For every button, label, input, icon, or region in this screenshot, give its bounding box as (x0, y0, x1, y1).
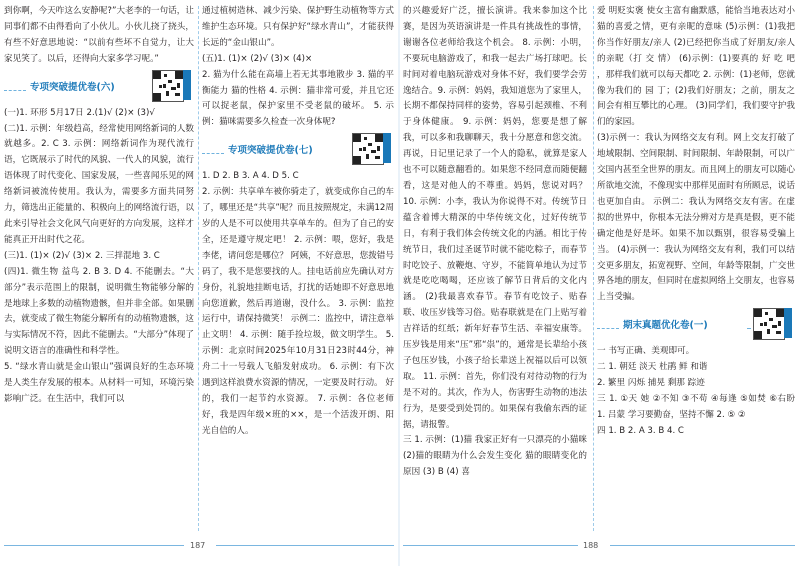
section-header (202, 133, 394, 167)
answer-paragraph: 通过植树造林、减少污染、保护野生动植物等方式维护生态环境。只有保护好“绿水青山”，才能获得长远的“金山银山”。 (202, 6, 394, 48)
footer-rule (403, 545, 578, 546)
section-header (4, 70, 194, 104)
qr-code-icon (152, 70, 184, 102)
section-dash (202, 153, 224, 154)
page-number-left: 187 (190, 541, 206, 550)
answer-paragraph: 2. 繁里 闪烁 捕晃 剩那 踪迹 (597, 378, 705, 389)
footer-rule (4, 545, 184, 546)
section-dash (747, 328, 751, 329)
answer-paragraph: 一 书写正确、美观即可。 (597, 346, 695, 357)
section-title: 期末真题优化卷(一) (623, 320, 708, 332)
answer-paragraph: 四 1. B 2. A 3. B 4. C (597, 425, 684, 436)
answer-paragraph: 三 1. 示例：(1)猫 我家正好有一只漂亮的小猫咪 (2)猫的眼睛为什么会发生变化 猫的眼睛变化的原因 (3) B (4) 喜 (403, 435, 587, 478)
answer-paragraph: 爱 明贬实褒 使女主富有幽默感，能恰当地表达对小猫的喜爱之情，更有亲昵的意味 (5)示例：(1)我把你当作好朋友/亲人 (2)已经把你当成了好朋友/亲人的亲昵（打 交 情） (6)示例：(1)要真的 好 吃 吧 ，那样我们就可以每天都吃 2. 示例：(1)老师，您就像为我们的 园 丁；(2)我们好朋友；之前，朋友之间会有相互攀比的心理。 (3)同学们，我们要守护我们的家园。 (597, 6, 795, 128)
qr-tag-icon (383, 133, 391, 163)
footer-rule (610, 545, 795, 546)
answer-paragraph: 三 1. ①天 她 ②不知 ③不苟 ④每逢 ⑤如焚 ⑥右盼 1. 吕蒙 学习要勤奋，坚持不懈 2. ⑤ ② (597, 393, 795, 420)
column-4 (597, 4, 795, 530)
column-2 (202, 4, 394, 530)
answer-paragraph: 2. 猫为什么能在高墙上若无其事地散步 3. 猫的平衡能力 猫的性格 4. 示例：猫非常可爱，并且它还可以捉老鼠，保护家里不受老鼠的破坏。 5. 示例：猫咪需要多久检查一次身体呢? (202, 69, 394, 128)
section-title: 专项突破提优卷(七) (228, 145, 313, 157)
answer-paragraph: (一)1. 环形 5月17日 2.(1)√ (2)× (3)√ (4, 107, 155, 118)
page-gutter (398, 0, 400, 566)
qr-code-icon (753, 308, 785, 340)
column-3 (403, 4, 587, 530)
column-divider (593, 6, 594, 531)
answer-paragraph: 的兴趣爱好广泛，擅长演讲。我来参加这个比赛，是因为英语演讲是一件具有挑战性的事情，谢谢各位老师给我这个机会。 8. 示例：小明，不要玩电脑游戏了，和我一起去广场打球吧。长时间对着电脑玩游戏对身体不好，我们要学会劳逸结合。9. 示例：妈妈，我知道您为了家里人，长期不都保持同样的姿势，容易引起颈椎、不利于身体健康。 9. 示例：妈妈，您要是想了解我，可以多和我聊聊天，我十分愿意和您交流。再说，日记里记录了一个人的隐私，就算是家人也不可以随意翻看的。如果您不经同意而随便翻看，这是对他人的不尊重。妈妈，您说对吗？ 10. 示例：小李，我认为你说得不对。传统节日蕴含着博大精深的中华传统文化，过好传统节日，有利于我们体会传统文化的内涵。相比于传统节日，我们过圣诞节时就不能吃粽子，而春节时吃饺子、放鞭炮、守岁，不能简单地认为过节就是吃吃喝喝，还应该了解节日背后的文化内涵。 (2)我最喜欢春节。春节有吃饺子、贴春联、收压岁钱等习俗。贴春联就是在门上贴写着吉祥话的红纸；新年好春节生活、幸福安康等。压岁钱是用来“压”邪“祟”的，通常是长辈给小孩子包压岁钱，小孩子给长辈送上祝福以后可以领取。 11. 示例：首先，你们没有对待动物的行为是不对的。其次，作为人，伤害野生动物的违法行为，是要受到处罚的。如果保有我偷东西的证据，请报警。 (403, 6, 587, 430)
answer-paragraph: (3)示例一：我认为网络交友有利。网上交友打破了地域限制、空间限制、时间限制、年龄限制，可以广交国内甚至全世界的朋友。而且网上的朋友可以随心所欲地交流，不像现实中那样见面时有所顾忌，说话也更加自由。 示例二：我认为网络交友有害。在虚拟的世界中，你根本无法分辨对方是真是假，更不能确定他是好是坏。如果不加以甄别，很容易受骗上当。 (4)示例一：我认为网络交友有利，我们可以结交更多朋友，拓宽视野、空间，年龄等限制，广交世界各地的朋友，但同时在虚拟网络上交朋友，也容易上当受骗。 (597, 133, 795, 303)
answer-paragraph: 到你啊，今天咋这么安静呢?”大老李的一句话，让同事们都不由得看向了小伙儿。小伙儿挠了挠头，有些不好意思地说：“以前有些坏不自觉力，让大家见笑了。以后，还得向大家多学习呢。” (4, 6, 194, 64)
answer-paragraph: (三)1. (1)× (2)√ (3)× 2. 三拌混地 3. C (4, 250, 160, 261)
answer-paragraph: 5. “绿水青山就是金山银山”强调良好的生态环境是人类生存发展的根本。从材料一可知，环境污染影响广泛。在生活中，我们可以 (4, 362, 194, 404)
section-dash (4, 90, 26, 91)
page-number-right: 188 (583, 541, 599, 550)
section-title: 专项突破提优卷(六) (30, 81, 115, 93)
answer-paragraph: 二 1. 朝廷 淡天 杜鹃 鲜 和谐 (597, 362, 708, 373)
footer-rule (216, 545, 394, 546)
qr-tag-icon (183, 70, 191, 100)
answer-paragraph: (二)1. 示例：年级趋高，经常使用网络新词的人数就越多。2. C 3. 示例：网络新词作为现代流行语，它既展示了时代的风貌、一代人的风貌，流行语体现了时代变化、国家发展，一些喜闻乐见的网络新词被流传使用。我认为，需要多方面共同努力，筛选出正能量的、积极向上的网络流行语，以此来引导社会文化风气向更好的方向发展，这样才能真正开出时代之花。 (4, 123, 194, 245)
column-divider (198, 6, 199, 531)
answer-paragraph: (四)1. 微生物 益鸟 2. B 3. D 4. 不能删去。“大部分”表示范围上的限制，说明微生物能够分解的是地球上多数的动植物遗骸，但并非全部。如果删去，就变成了微生物能分解所有的动植物遗骸，这与实际情况不符，因此不能删去。“大部分”体现了说明文语言的准确性和科学性。 (4, 266, 194, 357)
column-1 (4, 4, 194, 530)
section-header (597, 308, 795, 342)
section-dash (597, 328, 619, 329)
answer-paragraph: 1. D 2. B 3. A 4. D 5. C (202, 171, 299, 182)
qr-code-icon (352, 133, 384, 165)
answer-paragraph: 2. 示例：共享单车被你骑走了，就变成你自己的车了，哪里还是“共享”呢？而且按照规定，未满12周岁的人是不可以使用共享单车的。但为了自己的安全，还是遵守规定吧！ 2. 示例：喂，您好，我是李佬，请问您是哪位？ 阿姨，不好意思，您拨错号码了，我不是您要找的人。挂电话前应先确认对方身份，礼貌地挂断电话，打扰的话她即不好意思地向您道歉，然后再道谢，没什么。 3. 示例：监控运行中，请保持微笑！ 示例二：监控中，请注意举止文明！ 4. 示例：随手捡垃圾，做文明学生。 5. 示例：北京时间2025年10月31日23时44分，神舟二十一号载人飞船发射成功。 6. 示例：有下次遇到这样浪费水资源的情况，一定要及时行动。 好的，我们一起节约水资源。 7. 示例：各位老师好，我是四年级×班的××，是一个活泼开朗、阳光自信的人。 (202, 187, 394, 436)
qr-tag-icon (784, 308, 792, 338)
answer-paragraph: (五)1. (1)× (2)√ (3)× (4)× (202, 53, 313, 64)
